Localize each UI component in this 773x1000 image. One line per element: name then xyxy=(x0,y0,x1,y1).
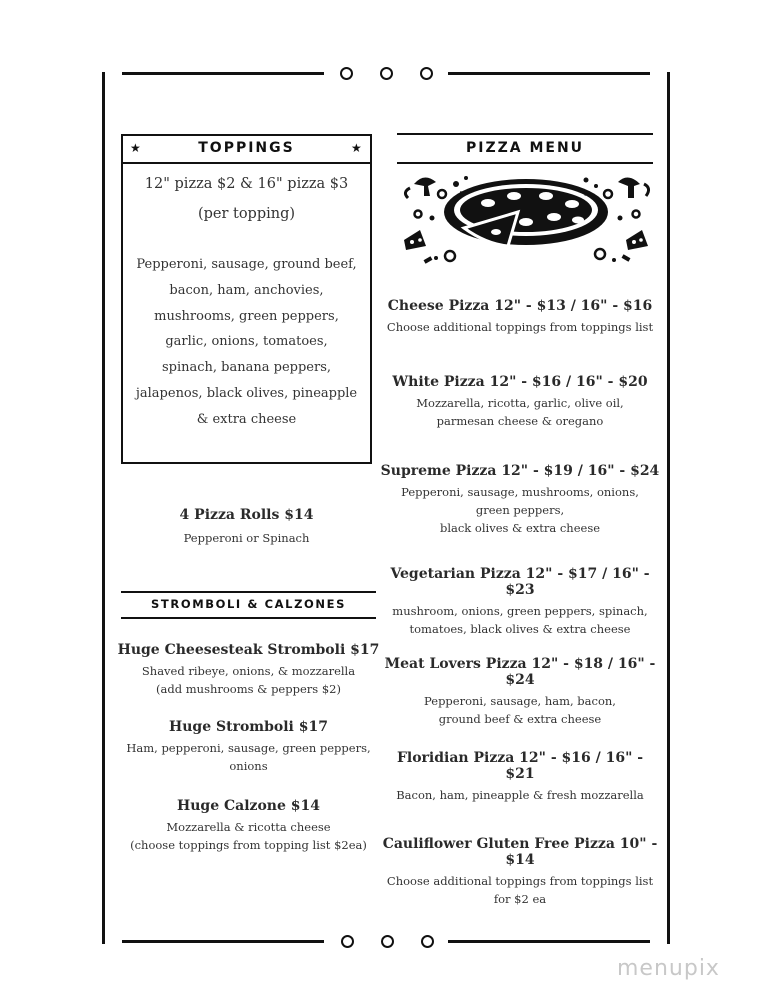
stromboli-item-title: Huge Calzone $14 xyxy=(177,798,320,814)
pizza-item xyxy=(380,374,660,430)
toppings-list xyxy=(121,252,372,433)
pizza-menu-heading: PIZZA MENU xyxy=(465,140,585,156)
pizza-item-title: Floridian Pizza 12" - $16 / 16" - $21 xyxy=(396,750,644,782)
frame-right-border xyxy=(667,72,670,944)
bottom-rule-right xyxy=(448,940,650,943)
pizza-item-title: Cheese Pizza 12" - $13 / 16" - $16 xyxy=(387,298,653,314)
toppings-list-line: garlic, onions, tomatoes, xyxy=(165,334,328,350)
toppings-price-line: 12" pizza $2 & 16" pizza $3 xyxy=(144,176,349,192)
top-ring-3 xyxy=(420,67,433,80)
menupix-watermark: menupix xyxy=(617,956,720,981)
pizza-illustration xyxy=(396,170,656,270)
pizza-item xyxy=(380,463,660,537)
pizza-item-desc: parmesan cheese & oregano xyxy=(436,414,604,428)
pizza-item-desc: green peppers, xyxy=(475,503,565,517)
pizza-item xyxy=(380,298,660,336)
pizza-item-desc: Mozzarella, ricotta, garlic, olive oil, xyxy=(416,396,624,410)
bottom-ring-2 xyxy=(381,935,394,948)
pizza-item-title: White Pizza 12" - $16 / 16" - $20 xyxy=(392,374,648,390)
pizza-menu-rule-top xyxy=(397,133,653,135)
pizza-menu-rule-bottom xyxy=(397,162,653,164)
toppings-heading: TOPPINGS xyxy=(198,140,295,156)
stromboli-heading: STROMBOLI & CALZONES xyxy=(151,597,346,611)
toppings-list-line: jalapenos, black olives, pineapple xyxy=(135,385,358,401)
pizza-item-desc: mushroom, onions, green peppers, spinach, xyxy=(392,604,648,618)
pizza-rolls-desc: Pepperoni or Spinach xyxy=(183,531,310,545)
pizza-item-desc: ground beef & extra cheese xyxy=(438,712,602,726)
frame-left-border xyxy=(102,72,105,944)
pizza-item-desc: Bacon, ham, pineapple & fresh mozzarella xyxy=(396,788,644,802)
pizza-item-title: Cauliflower Gluten Free Pizza 10" - $14 xyxy=(382,836,658,868)
pizza-item xyxy=(380,566,660,638)
pizza-item-desc: Choose additional toppings from toppings list xyxy=(386,320,654,334)
toppings-list-line: Pepperoni, sausage, ground beef, xyxy=(136,257,357,272)
toppings-per-topping: (per topping) xyxy=(197,206,296,222)
star-icon: ★ xyxy=(130,141,141,155)
toppings-list-line: spinach, banana peppers, xyxy=(161,360,331,376)
star-icon: ★ xyxy=(351,141,362,155)
stromboli-item-desc: Ham, pepperoni, sausage, green peppers, xyxy=(126,741,371,755)
stromboli-item-desc: (add mushrooms & peppers $2) xyxy=(156,682,341,696)
top-rule-right xyxy=(448,72,650,75)
bottom-ring-1 xyxy=(341,935,354,948)
bottom-rule-left xyxy=(122,940,324,943)
top-ring-1 xyxy=(340,67,353,80)
stromboli-rule-bottom xyxy=(121,617,376,619)
top-ring-2 xyxy=(380,67,393,80)
bottom-ring-3 xyxy=(421,935,434,948)
stromboli-item-desc: Shaved ribeye, onions, & mozzarella xyxy=(141,664,356,678)
stromboli-item-desc: onions xyxy=(229,759,268,773)
pizza-item xyxy=(380,750,660,804)
pizza-item-desc: black olives & extra cheese xyxy=(439,521,601,535)
pizza-item-title: Meat Lovers Pizza 12" - $18 / 16" - $24 xyxy=(384,656,656,688)
stromboli-item-title: Huge Stromboli $17 xyxy=(169,719,328,735)
pizza-item xyxy=(380,836,660,908)
stromboli-item xyxy=(116,798,381,854)
stromboli-item xyxy=(116,719,381,775)
pizza-item-desc: tomatoes, black olives & extra cheese xyxy=(409,622,631,636)
pizza-item-desc: for $2 ea xyxy=(493,892,547,906)
pizza-item-desc: Pepperoni, sausage, ham, bacon, xyxy=(424,694,616,708)
stromboli-item-desc: (choose toppings from topping list $2ea) xyxy=(130,838,367,852)
stromboli-item xyxy=(116,642,381,698)
toppings-header-rule xyxy=(121,162,372,164)
stromboli-item-title: Huge Cheesesteak Stromboli $17 xyxy=(117,642,380,658)
pizza-item-desc: Pepperoni, sausage, mushrooms, onions, xyxy=(401,485,639,499)
pizza-item-title: Vegetarian Pizza 12" - $17 / 16" - $23 xyxy=(390,566,650,598)
toppings-list-line: mushrooms, green peppers, xyxy=(154,308,339,324)
toppings-list-line: & extra cheese xyxy=(196,411,297,427)
toppings-list-line: bacon, ham, anchovies, xyxy=(169,282,324,298)
stromboli-rule-top xyxy=(121,591,376,593)
pizza-item xyxy=(380,656,660,728)
pizza-rolls-title: 4 Pizza Rolls $14 xyxy=(179,507,314,523)
pizza-item-desc: Choose additional toppings from toppings list xyxy=(386,874,654,888)
top-rule-left xyxy=(122,72,324,75)
pizza-item-title: Supreme Pizza 12" - $19 / 16" - $24 xyxy=(380,463,660,479)
stromboli-item-desc: Mozzarella & ricotta cheese xyxy=(166,820,331,834)
